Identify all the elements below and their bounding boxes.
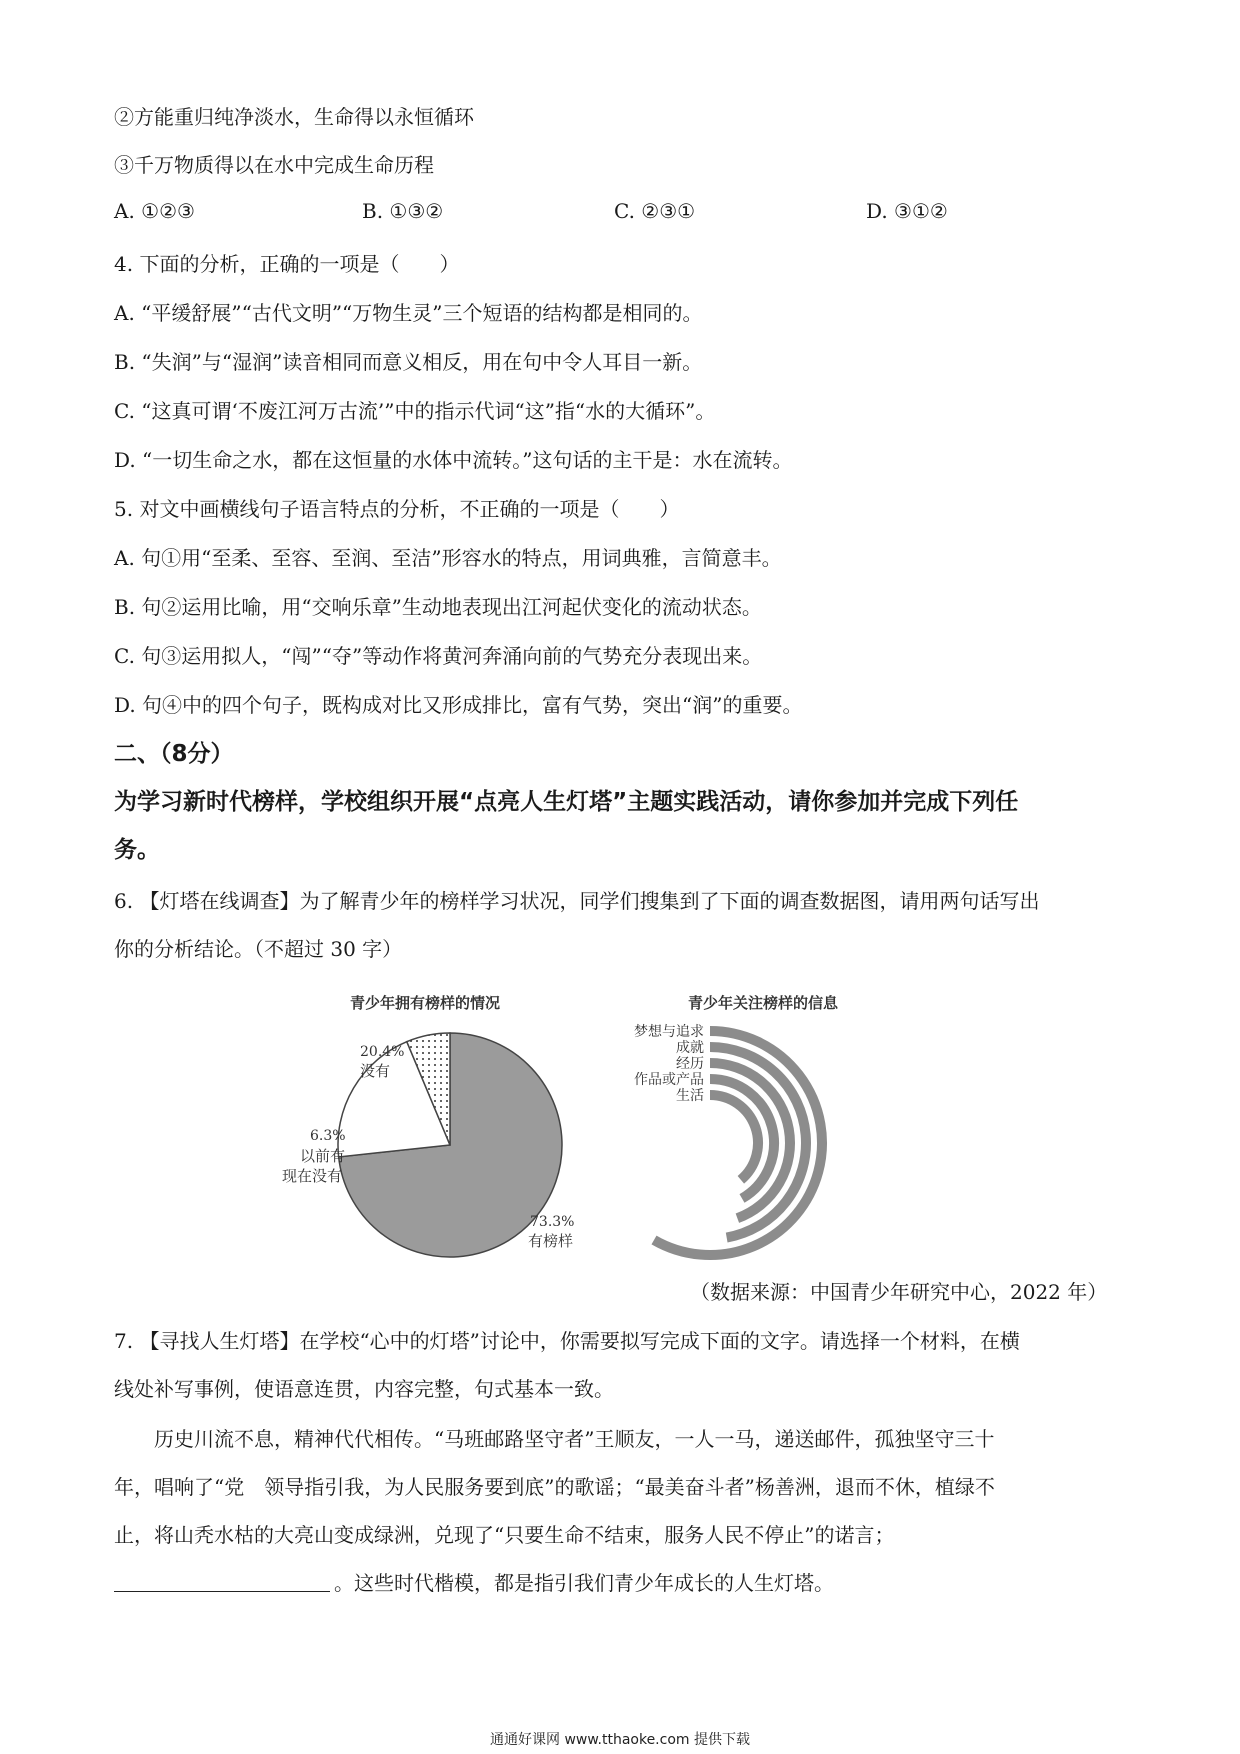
- q5-option-a: A. 句①用“至柔、至容、至润、至洁”形容水的特点，用词典雅，言简意丰。: [114, 546, 782, 570]
- q4-option-c: C. “这真可谓‘不废江河万古流’”中的指示代词“这”指“水的大循环”。: [114, 399, 716, 423]
- q3-option-c: C. ②③①: [614, 199, 696, 223]
- pie-label-former-name1: 以前有: [300, 1147, 346, 1165]
- radial-bar-4: [710, 1095, 758, 1180]
- section-intro-line2: 务。: [114, 837, 160, 863]
- q3-option-b: B. ①③②: [362, 199, 444, 223]
- q3-item-3: ③千万物质得以在水中完成生命历程: [114, 153, 434, 177]
- radial-chart-title: 青少年关注榜样的信息: [688, 994, 839, 1012]
- q7-para1: 历史川流不息，精神代代相传。“马班邮路坚守者”王顺友，一人一马，递送邮件，孤独坚守三十: [154, 1427, 995, 1451]
- section-intro-line1: 为学习新时代榜样，学校组织开展“点亮人生灯塔”主题实践活动，请你参加并完成下列任: [114, 789, 1019, 815]
- pie-label-former-pct: 6.3%: [310, 1128, 346, 1144]
- radial-chart: [634, 1018, 950, 1248]
- q7-line2: 线处补写事例，使语意连贯，内容完整，句式基本一致。: [114, 1377, 614, 1401]
- pie-label-have-name: 有榜样: [528, 1232, 574, 1250]
- pie-label-none-pct: 20.4%: [360, 1044, 405, 1060]
- q7-para3: 止，将山秃水枯的大亮山变成绿洲，兑现了“只要生命不结束，服务人民不停止”的诺言；: [114, 1523, 895, 1547]
- q7-para4-text: 。这些时代楷模，都是指引我们青少年成长的人生灯塔。: [334, 1571, 834, 1595]
- q5-option-d: D. 句④中的四个句子，既构成对比又形成排比，富有气势，突出“润”的重要。: [114, 693, 803, 717]
- q5-option-b: B. 句②运用比喻，用“交响乐章”生动地表现出江河起伏变化的流动状态。: [114, 595, 762, 619]
- pie-label-have-pct: 73.3%: [530, 1214, 575, 1230]
- radial-label-0: 梦想与追求: [634, 1024, 704, 1040]
- radial-label-1: 成就: [676, 1040, 704, 1056]
- q4-stem: 4. 下面的分析，正确的一项是（ ）: [114, 252, 460, 276]
- q4-option-b: B. “失润”与“湿润”读音相同而意义相反，用在句中令人耳目一新。: [114, 350, 703, 374]
- q3-item-2: ②方能重归纯净淡水，生命得以永恒循环: [114, 105, 474, 129]
- q4-option-d: D. “一切生命之水，都在这恒量的水体中流转。”这句话的主干是：水在流转。: [114, 448, 793, 472]
- pie-label-former-name2: 现在没有: [282, 1167, 343, 1185]
- pie-label-none-name: 没有: [360, 1062, 391, 1080]
- q7-line1: 7. 【寻找人生灯塔】在学校“心中的灯塔”讨论中，你需要拟写完成下面的文字。请选择一个材料，在横: [114, 1329, 1020, 1353]
- q6-line2: 你的分析结论。（不超过 30 字）: [114, 937, 403, 961]
- q4-option-a: A. “平缓舒展”“古代文明”“万物生灵”三个短语的结构都是相同的。: [114, 301, 703, 325]
- q3-option-d: D. ③①②: [866, 199, 948, 223]
- q5-stem: 5. 对文中画横线句子语言特点的分析，不正确的一项是（ ）: [114, 497, 680, 521]
- answer-blank[interactable]: [114, 1571, 330, 1592]
- q6-line1: 6. 【灯塔在线调查】为了解青少年的榜样学习状况，同学们搜集到了下面的调查数据图，请用两句话写出: [114, 889, 1040, 913]
- radial-label-4: 生活: [676, 1088, 704, 1104]
- pie-chart-title: 青少年拥有榜样的情况: [350, 994, 501, 1012]
- pie-chart: [270, 1020, 630, 1270]
- radial-label-3: 作品或产品: [634, 1072, 704, 1088]
- footer: 通通好课网 www.tthaoke.com 提供下载: [490, 1732, 750, 1748]
- q7-para2: 年，唱响了“党 领导指引我，为人民服务要到底”的歌谣；“最美奋斗者”杨善洲，退而不休，植绿不: [114, 1475, 995, 1499]
- q7-para4: [114, 1569, 834, 1597]
- q3-option-a: A. ①②③: [114, 199, 195, 223]
- section-heading: 二、（8分）: [114, 741, 234, 767]
- radial-label-2: 经历: [676, 1056, 704, 1072]
- source-note: （数据来源：中国青少年研究中心，2022 年）: [690, 1280, 1108, 1304]
- q5-option-c: C. 句③运用拟人，“闯”“夺”等动作将黄河奔涌向前的气势充分表现出来。: [114, 644, 763, 668]
